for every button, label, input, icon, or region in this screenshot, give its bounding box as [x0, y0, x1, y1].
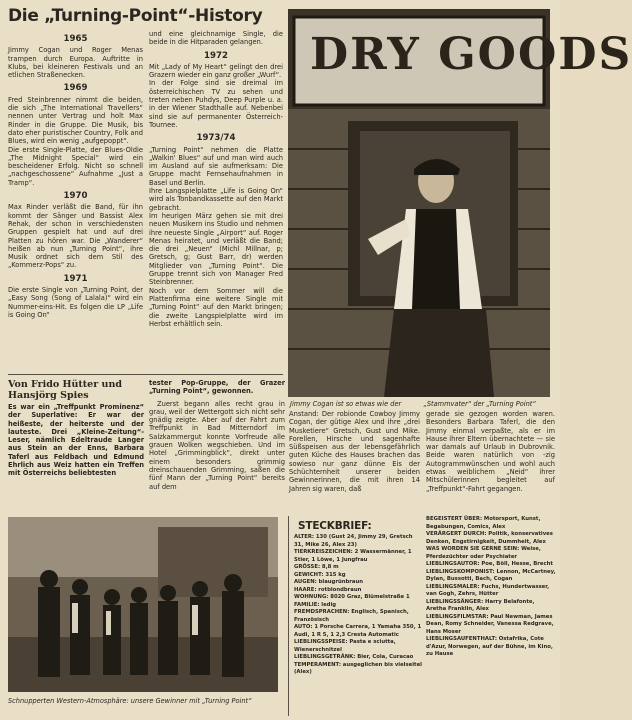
steckbrief-entry: FREMDSPRACHEN: Englisch, Spanisch, Französisch	[294, 609, 409, 623]
report-column-2	[149, 379, 285, 516]
caption-part-2: „Stammvater“ der „Turning Point“	[423, 400, 536, 408]
report-column-3	[289, 410, 420, 515]
year-heading: 1969	[63, 83, 88, 94]
year-heading: 1972	[204, 50, 228, 61]
steckbrief-entry: LIEBLINGSMALER: Fuchs, Hundertwasser, van Gogh, Zehrs, Hütter	[426, 583, 550, 597]
steckbrief-entry: TIERKREISZEICHEN: 2 Wassermänner, 1 Stier, 1 Löwe, 1 Jungfrau	[294, 549, 412, 563]
report-text-3: Anstand: Der robionde Cowboy Jimmy Cogan, der gütige Alex und ihre „drei Musketiere“ Gretsch, Gust und Mike. Forellen, Hirsche und sagenhafte Süßspeisen aus der lebensgefährlich guten Küche des Hauses brachen das sowieso nur ganz dünne Eis der Schüchternheit unserer beiden Gewinnerinnen, die mit ihren 14 Jahren sig waren, daß	[289, 410, 420, 493]
report-lead-column	[8, 403, 144, 513]
history-paragraph: Die erste Single von „Turning Point, der „Easy Song (Song of Lalala)“ wird ein Nummer-eins-Hit. Es folgen die LP „Life is Going On“	[8, 286, 143, 319]
steckbrief-entry: LIEBLINGSSPEISE: Pasta e sciutta, Wienerschnitzel	[294, 639, 396, 653]
report-column-4	[426, 410, 555, 515]
history-paragraph: Mit „Lady of My Heart“ gelingt den drei Grazern wieder ein ganz großer „Wurf“.	[149, 62, 283, 80]
article-title: Die „Turning-Point“-History	[8, 6, 263, 26]
history-paragraph: Fred Steinbrenner nimmt die beiden, die sich „The International Travellers“ nennen unter Vertrag und holt Max Rinder in die Gruppe. Die Musik, bis dato eher puristischer Country, Folk and Blues, wird ein wenig „aufgepoppt“.	[8, 95, 143, 146]
steckbrief-entry: VERÄRGERT DURCH: Politik, konservatives Denken, Engstirnigkeit, Dummheit, Alex	[426, 531, 553, 545]
steckbrief-entry: LIEBLINGSAUFENTHALT: Ostafrika, Cote d'Azur, Norwegen, auf der Bühne, im Kino, zu Hause	[426, 636, 553, 657]
photo-caption-top	[290, 400, 552, 408]
steckbrief-entry: TEMPERAMENT: ausgeglichen bis vielseitel (Alex)	[294, 661, 422, 675]
report-text-4: gerade sie gezogen worden waren. Besonders Barbara Taferl, die den Jimmy einmal verpaßte, als er im Hause ihrer Eltern übernachtete — sie war damals auf Urlaub in Dubrovnik. Beide waren natürlich von -zig Autogrammwünschen und wohl auch etwas weiblichem „Neid“ ihrer Mitschülerinnen begleitet auf „Treffpunkt“-Fahrt gegangen.	[426, 410, 555, 493]
steckbrief-entry: LIEBLINGSSÄNGER: Harry Belafonte, Aretha Franklin, Alex	[426, 598, 535, 612]
history-paragraph: „Turning Point“ nehmen die Platte „Walkin' Blues“ auf und man wird auch im Ausland auf sie aufmerksam: Die Gruppe macht Fernsehaufnahmen in Basel und Berlin.	[149, 145, 283, 187]
history-column-1	[8, 30, 143, 373]
steckbrief-entry: GEWICHT: 315 kg	[294, 571, 346, 578]
steckbrief-entry: WAS WORDEN SIE GERNE SEIN: Weise, Pferdezüchter oder Psychiater	[426, 546, 541, 560]
steckbrief-entry: WOHNUNG: 8020 Graz, Blümelstraße 1	[294, 594, 410, 600]
year-heading: 1971	[63, 273, 88, 284]
history-paragraph: Ihre Langspielplatte „Life is Going On“ wird als Tonbandkassette auf den Markt gebracht.	[149, 187, 283, 212]
year-heading: 1973/74	[196, 133, 236, 144]
group-photo	[8, 517, 278, 692]
steckbrief-left	[294, 534, 422, 714]
history-paragraph: Noch vor dem Sommer will die Plattenfirma eine weitere Single mit „Turning Point“ auf den Markt bringen; die zweite Langspielplatte wird im Herbst erhältlich sein.	[149, 286, 283, 328]
history-paragraph: Max Rinder verläßt die Band, für ihn kommt der Sänger und Bassist Alex Rehak, der schon in verschiedensten Gruppen gespielt hat und auf drei Platten zu hören war. Die „Wanderer“ heißen ab nun „Turning Point“, ihre Musik ordnet sich dem Stil des „Kommerz-Pops“ zu.	[8, 203, 143, 270]
steckbrief-entry: AUTO: 1 Porsche Carrera, 1 Yamaha 350, 1 Audi, 1 R 5, 1 2,3 Cresta Automatic	[294, 624, 422, 638]
history-paragraph: Im heurigen März gehen sie mit drei neuen Musikern ins Studio und nehmen ihre neueste Single „Airport“ auf. Roger Menas heiratet, und verläßt die Band; die drei „Neuen“ (Michl Millnar, p; Gretsch, g; Gust Barr, dr) werden Mitglieder von „Turning Point“. Die Gruppe trennt sich von Manager Fred Steinbrenner.	[149, 211, 283, 287]
steckbrief-entry: BEGEISTERT ÜBER: Motorsport, Kunst, Begabungen, Comics, Alex	[426, 516, 541, 530]
steckbrief-entry: LIEBLINGSKOMPONIST: Lennon, McCartney, Dylan, Bussotti, Bach, Cogan	[426, 568, 556, 582]
report-lead-text: Es war ein „Treffpunkt Prominenz“ der Superlative: Er war der heißeste, der heiterste und der lauteste. Drei „Kleine-Zeitung“-Leser, nämlich Edeltraude Langer aus Stein an der Enns, Barbara Taferl aus Feldbach und Edmund Ehrlich aus Weiz hatten ein Treffen mit Österreichs beliebtesten	[8, 403, 144, 478]
steckbrief-entry: FAMILIE: ledig	[294, 601, 337, 608]
divider	[8, 374, 283, 375]
steckbrief-title: STECKBRIEF:	[298, 520, 372, 532]
group-photo-graphic	[8, 517, 278, 692]
photo-caption-bottom: Schnupperten Western-Atmosphäre: unsere Gewinner mit „Turning Point“	[8, 697, 252, 705]
steckbrief-entry: AUGEN: blaugrünbraun	[294, 579, 364, 585]
byline: Von Frido Hütter und Hansjörg Spies	[8, 379, 122, 401]
history-paragraph: und eine gleichnamige Single, die beide in die Hitparaden gelangen.	[149, 30, 283, 47]
report-lead-continued: tester Pop-Gruppe, der Grazer „Turning Point“, gewonnen.	[149, 379, 285, 396]
steckbrief-divider	[288, 516, 289, 716]
steckbrief-entry: GRÖSSE: 8,8 m	[294, 564, 339, 570]
cowboy-photo	[288, 9, 632, 397]
steckbrief-entry: LIEBLINGSFILMSTAR: Paul Newman, James Dean, Romy Schneider, Vanessa Redgrave, Hans Moser	[426, 613, 554, 635]
history-paragraph: In der Folge sind sie dreimal im österreichischen TV zu sehen und treten neben Puhdys, Deep Purple u. a. in der Wiener Stadthalle auf. Nebenbei sind sie auf permanenter Österreich-Tournee.	[149, 79, 283, 129]
steckbrief-entry: HAARE: rotblondbraun	[294, 586, 362, 593]
history-paragraph: Jimmy Cogan und Roger Menas trampen durch Europa. Auftritte in Klubs, bei kleineren Festivals und an etlichen Straßenecken.	[8, 46, 143, 80]
history-paragraph: Die erste Single-Platte, der Blues-Oldie „The Midnight Special“ wird ein bescheidener Erfolg. Nicht so schnell „nachgeschossene“ Aufnahme „Just a Tramp“.	[8, 145, 143, 187]
steckbrief-right	[426, 516, 556, 712]
history-column-2	[149, 30, 283, 373]
year-heading: 1965	[63, 34, 88, 44]
dry-goods-sign: DRY GOODS	[310, 29, 632, 80]
report-text-2: Zuerst begann alles recht grau in grau, weil der Wettergott sich nicht sehr gnädig zeigte. Aber auf der Fahrt zum Treffpunkt in Bad Mitterndorf im Salzkammergut konnte Vorfreude alle grauen Wolken wegschieben. Und im Hotel „Grimmingblick“, direkt unter einem besonders grimmig dreinschauenden Grimming, saßen die fünf Mann der „Turning Point“ bereits auf dem	[149, 399, 285, 491]
steckbrief-entry: ALTER: 130 (Gust 24, Jimmy 29, Gretsch 31, Mike 26, Alex 23)	[294, 534, 413, 548]
steckbrief-entry: LIEBLINGSGETRÄNK: Bier, Cola, Curacao	[294, 654, 414, 660]
steckbrief-entry: LIEBLINGSAUTOR: Poe, Böll, Hesse, Brecht	[426, 561, 553, 567]
year-heading: 1970	[63, 191, 88, 202]
caption-part-1: Jimmy Cogan ist so etwas wie der	[290, 400, 402, 408]
